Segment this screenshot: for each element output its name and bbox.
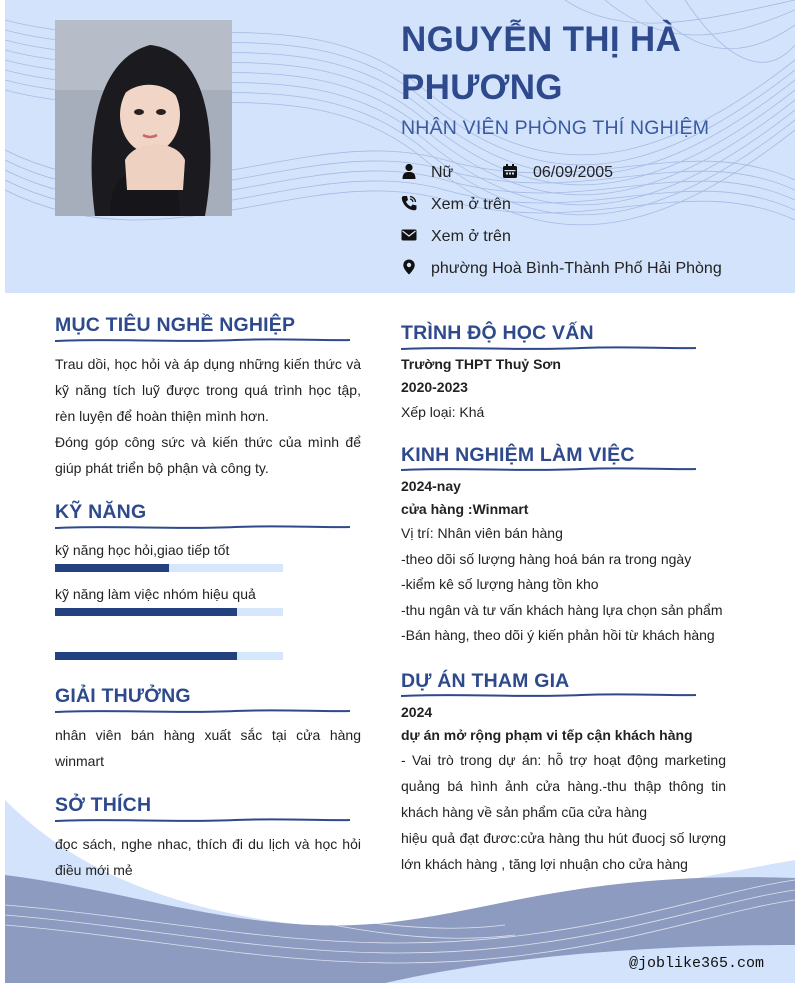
list-item: -Bán hàng, theo dõi ý kiến phản hồi từ khách hàng — [401, 627, 715, 643]
education-school: Trường THPT Thuỷ Sơn — [401, 356, 561, 372]
experience-company: cửa hàng :Winmart — [401, 501, 529, 517]
list-item: -thu ngân và tư vấn khách hàng lựa chọn sản phẩm — [401, 601, 723, 618]
watermark: @joblike365.com — [629, 955, 765, 972]
phone: Xem ở trên — [431, 196, 511, 213]
gender: Nữ — [431, 164, 454, 181]
education-years: 2020-2023 — [401, 379, 468, 395]
skills-title-underline — [55, 523, 350, 531]
objective-paragraph-2: Đóng góp công sức và kiến thức của mình để giúp phát triển bộ phận và công ty. — [55, 434, 361, 476]
awards-text: nhân viên bán hàng xuất sắc tại cửa hàng winmart — [55, 727, 361, 769]
project-name: dự án mở rộng phạm vi tếp cận khách hàng — [401, 727, 693, 743]
project-year: 2024 — [401, 704, 433, 720]
education-block — [401, 353, 726, 425]
awards-title: GIẢI THƯỞNG — [55, 685, 191, 707]
objective-paragraph-1: Trau dồi, học hỏi và áp dụng những kiến thức và kỹ năng tích luỹ được trong quá trình học tập, rèn luyện để hoàn thiện mình hơn. — [55, 356, 361, 424]
experience-block — [401, 475, 726, 649]
education-grade: Xếp loại: Khá — [401, 404, 485, 420]
skill-bar — [55, 652, 283, 660]
skill-bar-fill — [55, 652, 237, 660]
hobbies-title: SỞ THÍCH — [55, 794, 152, 816]
awards-title-underline — [55, 707, 350, 715]
project-description — [401, 747, 726, 877]
education-title-underline — [401, 344, 696, 352]
experience-period: 2024-nay — [401, 478, 461, 494]
skill-label: kỹ năng làm việc nhóm hiệu quả — [55, 586, 256, 602]
objective-title: MỤC TIÊU NGHỀ NGHIỆP — [55, 314, 296, 336]
skills-title: KỸ NĂNG — [55, 501, 147, 523]
objective-text — [55, 351, 361, 481]
skill-label: kỹ năng học hỏi,giao tiếp tốt — [55, 542, 230, 558]
skill-bar — [55, 564, 283, 572]
list-item: -theo dõi số lượng hàng hoá bán ra trong ngày — [401, 550, 692, 567]
skill-bar-fill — [55, 608, 237, 616]
experience-title-underline — [401, 465, 696, 473]
list-item: -kiểm kê số lượng hàng tồn kho — [401, 576, 599, 592]
resume-page — [5, 0, 795, 983]
project-paragraph-2: hiệu quả đạt đươc:cửa hàng thu hút đuocj số lượng lớn khách hàng , tăng lợi nhuận cho cửa hàng — [401, 830, 726, 872]
experience-title: KINH NGHIỆM LÀM VIỆC — [401, 444, 635, 466]
projects-title-underline — [401, 691, 696, 699]
hobbies-text: đọc sách, nghe nhac, thích đi du lịch và học hỏi điều mới mẻ — [55, 836, 361, 878]
hobbies-title-underline — [55, 816, 350, 824]
projects-block — [401, 701, 726, 877]
email: Xem ở trên — [431, 228, 511, 245]
job-title: NHÂN VIÊN PHÒNG THÍ NGHIỆM — [401, 117, 710, 139]
full-name: NGUYỄN THỊ HÀ PHƯƠNG — [401, 20, 682, 107]
objective-title-underline — [55, 336, 350, 344]
skill-bar-fill — [55, 564, 169, 572]
address: phường Hoà Bình-Thành Phố Hải Phòng — [431, 260, 722, 277]
list-item: Vị trí: Nhân viên bán hàng — [401, 525, 563, 541]
education-title: TRÌNH ĐỘ HỌC VẤN — [401, 322, 594, 344]
skill-bar — [55, 608, 283, 616]
projects-title: DỰ ÁN THAM GIA — [401, 670, 570, 692]
date-of-birth: 06/09/2005 — [533, 164, 614, 181]
project-paragraph-1: - Vai trò trong dự án: hỗ trợ hoạt động marketing quảng bá hình ảnh cửa hàng.-thu thập thông tin khách hàng về sản phẩm cũa cửa hàng — [401, 752, 726, 820]
